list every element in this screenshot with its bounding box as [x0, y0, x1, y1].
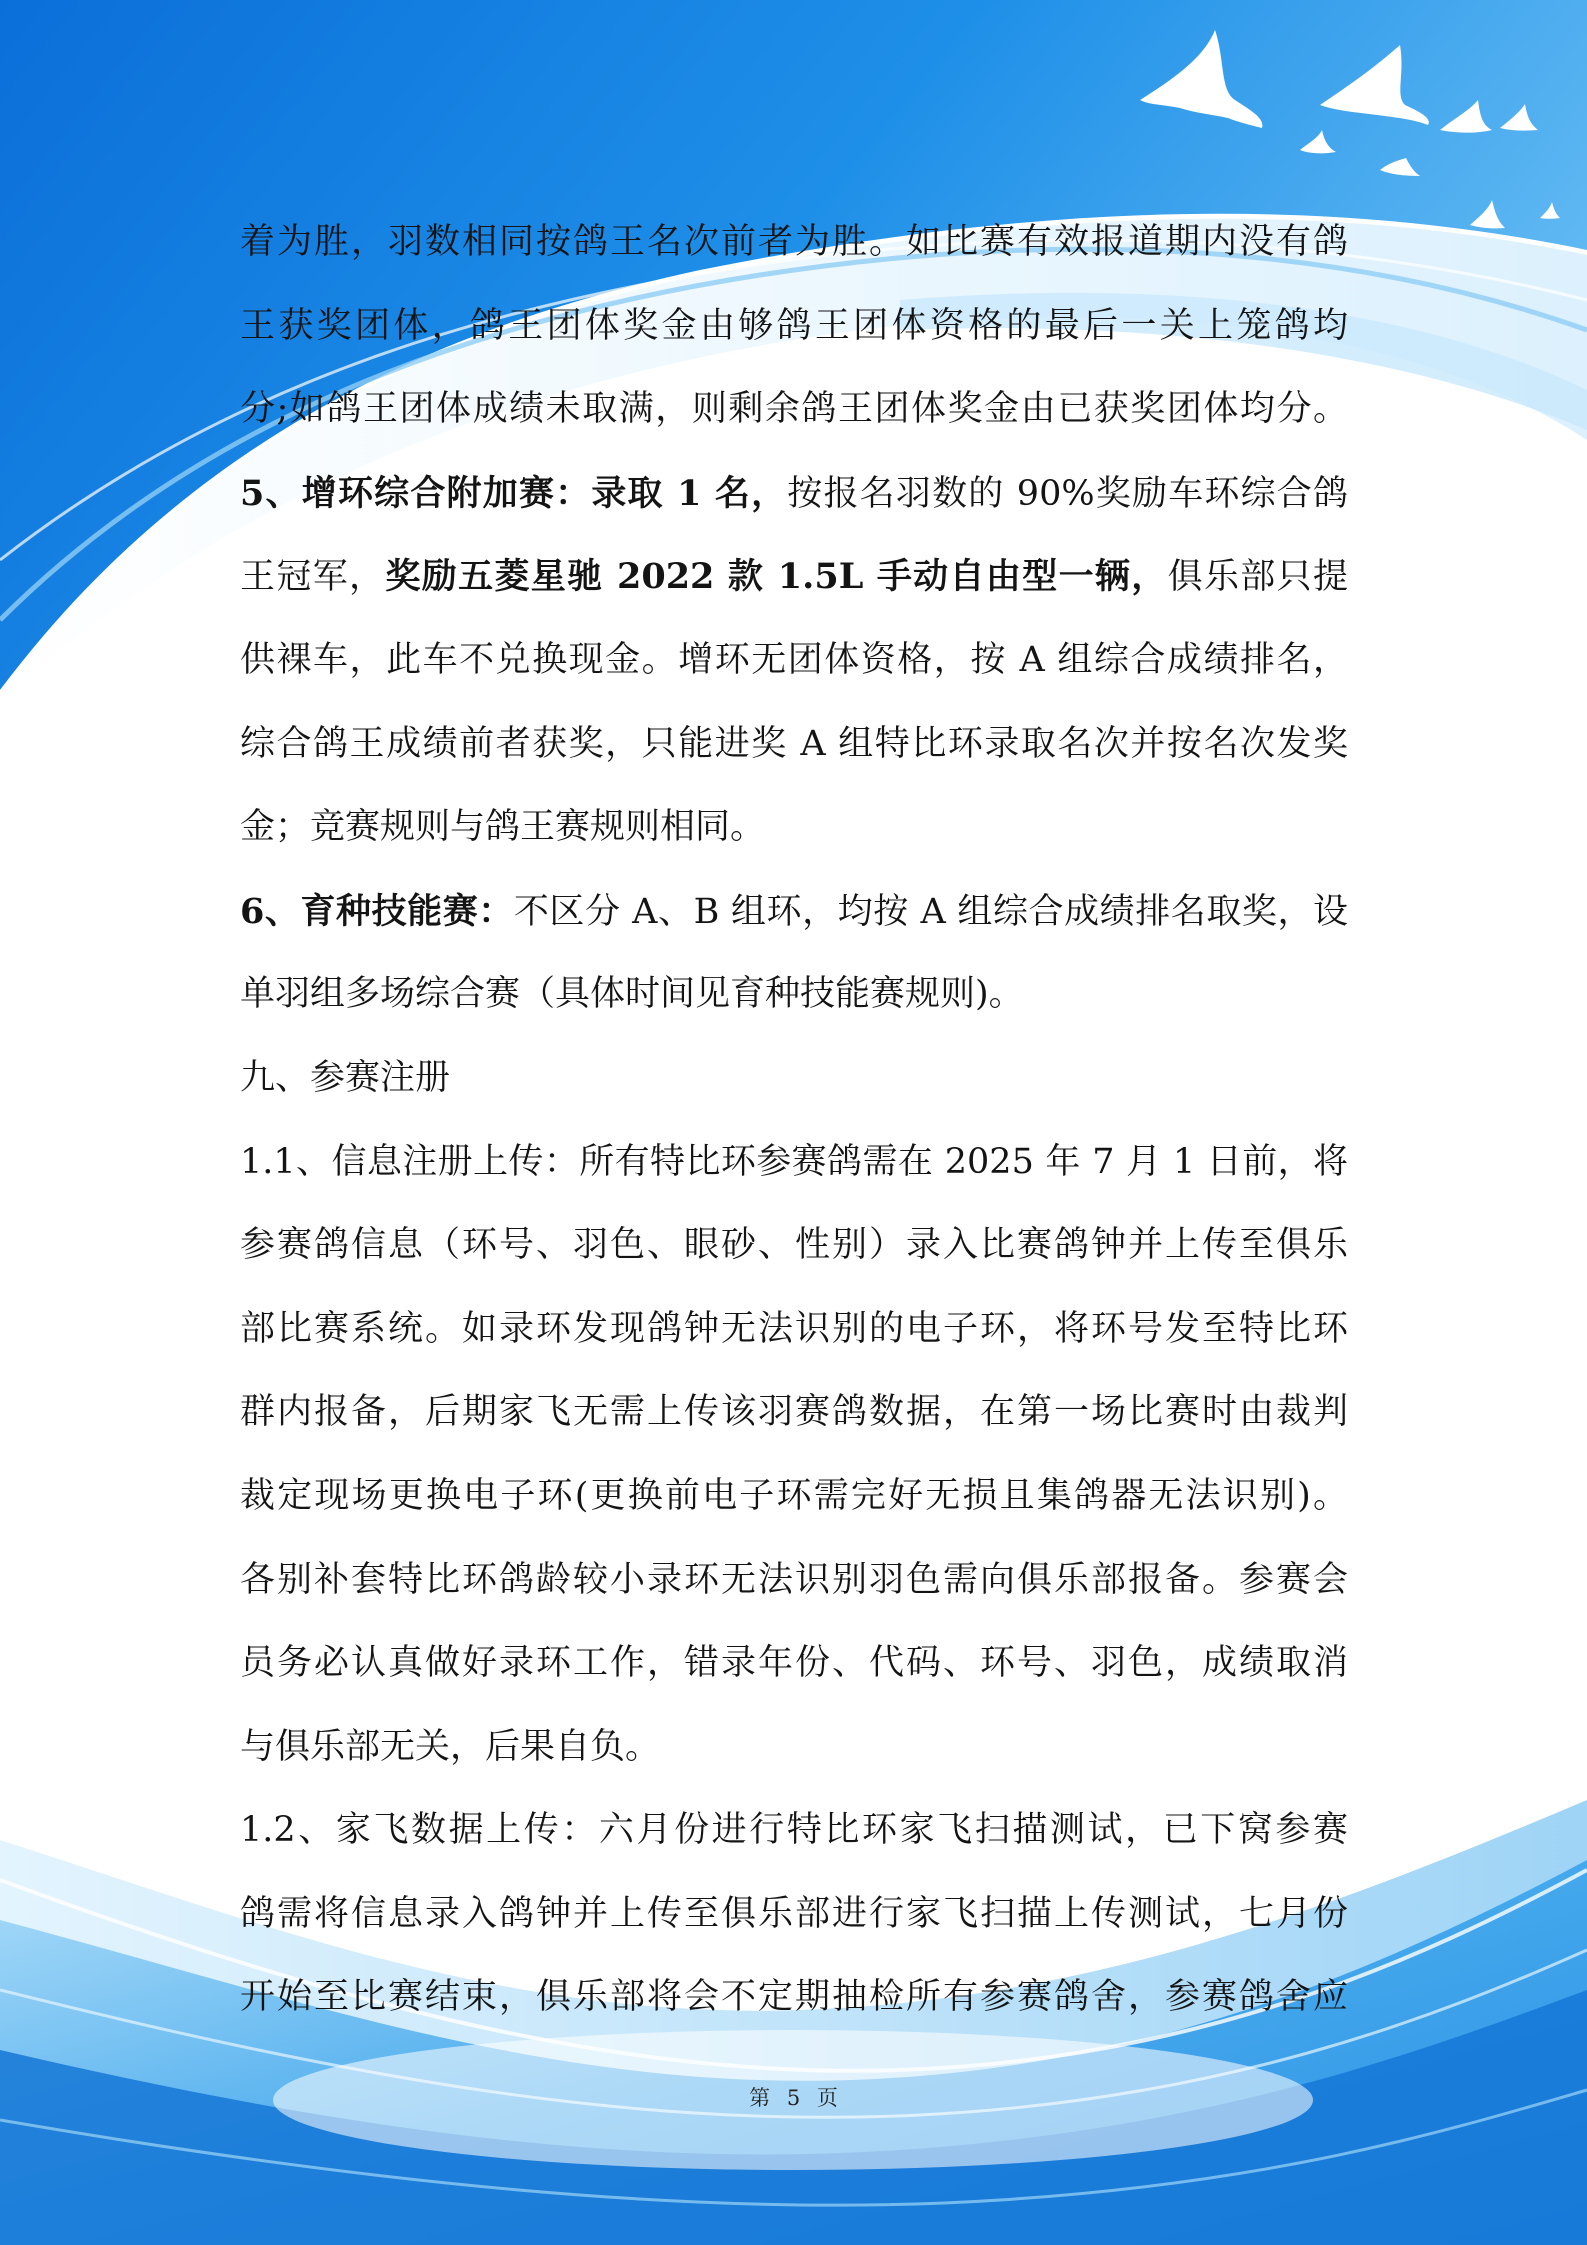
text-segment: 鸽需将信息录入鸽钟并上传至俱乐部进行家飞扫描上传测试，七月份 [240, 1893, 1348, 1934]
text-segment: 王获奖团体，鸽王团体奖金由够鸽王团体资格的最后一关上笼鸽均 [240, 305, 1348, 346]
text-line [240, 870, 1348, 954]
text-line [240, 1121, 1348, 1205]
text-line [240, 1706, 1348, 1790]
text-line [240, 619, 1348, 703]
text-segment: 开始至比赛结束，俱乐部将会不定期抽检所有参赛鸽舍，参赛鸽舍应 [240, 1977, 1348, 2018]
bold-text-segment: 5、增环综合附加赛：录取 1 名， [240, 472, 788, 514]
text-line [240, 1789, 1348, 1873]
text-line [240, 1956, 1348, 2040]
text-segment: 着为胜，羽数相同按鸽王名次前者为胜。如比赛有效报道期内没有鸽 [240, 222, 1348, 262]
text-segment: 综合鸽王成绩前者获奖，只能进奖 A 组特比环录取名次并按名次发奖 [240, 723, 1348, 764]
text-line [240, 953, 1348, 1037]
text-line [240, 285, 1348, 369]
text-line [240, 535, 1348, 619]
text-segment: 分;如鸽王团体成绩未取满，则剩余鸽王团体奖金由已获奖团体均分。 [240, 389, 1348, 430]
page-number-suffix: 页 [816, 2086, 838, 2110]
text-line [240, 368, 1348, 452]
text-segment: 单羽组多场综合赛（具体时间见育种技能赛规则)。 [240, 974, 1024, 1015]
text-segment: 按报名羽数的 90%奖励车环综合鸽 [787, 473, 1349, 514]
text-segment: 部比赛系统。如录环发现鸽钟无法识别的电子环，将环号发至特比环 [240, 1308, 1348, 1349]
text-line [240, 703, 1348, 787]
text-line [240, 1622, 1348, 1706]
text-segment: 供裸车，此车不兑换现金。增环无团体资格，按 A 组综合成绩排名， [240, 639, 1348, 680]
text-segment: 1.2、家飞数据上传：六月份进行特比环家飞扫描测试，已下窝参赛 [240, 1810, 1348, 1851]
text-segment: 俱乐部只提 [1167, 557, 1348, 598]
text-line [240, 452, 1348, 536]
text-line [240, 1539, 1348, 1623]
text-line [240, 201, 1348, 285]
text-segment: 与俱乐部无关，后果自负。 [240, 1726, 661, 1767]
text-line [240, 1288, 1348, 1372]
page-number: 5 [786, 2086, 801, 2110]
text-segment: 员务必认真做好录环工作，错录年份、代码、环号、羽色，成绩取消 [240, 1643, 1348, 1684]
text-line [240, 786, 1348, 870]
text-segment: 各别补套特比环鸽龄较小录环无法识别羽色需向俱乐部报备。参赛会 [240, 1559, 1348, 1600]
page-footer [0, 2082, 1587, 2112]
text-line [240, 1873, 1348, 1957]
text-segment: 王冠军， [240, 557, 386, 598]
text-segment: 1.1、信息注册上传：所有特比环参赛鸽需在 2025 年 7 月 1 日前，将 [240, 1141, 1348, 1182]
bold-text-segment: 6、育种技能赛： [240, 890, 514, 932]
page-number-prefix: 第 [749, 2086, 771, 2110]
text-segment: 群内报备，后期家飞无需上传该羽赛鸽数据，在第一场比赛时由裁判 [240, 1392, 1348, 1433]
text-segment: 裁定现场更换电子环(更换前电子环需完好无损且集鸽器无法识别)。 [240, 1475, 1348, 1516]
document-body [240, 201, 1348, 2040]
bold-text-segment: 奖励五菱星驰 2022 款 1.5L 手动自由型一辆， [385, 556, 1168, 598]
text-line [240, 1371, 1348, 1455]
text-line [240, 1037, 1348, 1121]
text-segment: 不区分 A、B 组环，均按 A 组综合成绩排名取奖，设 [513, 891, 1348, 932]
text-segment: 参赛鸽信息（环号、羽色、眼砂、性别）录入比赛鸽钟并上传至俱乐 [240, 1225, 1348, 1266]
text-segment: 九、参赛注册 [240, 1057, 451, 1098]
text-line [240, 1204, 1348, 1288]
text-line [240, 1455, 1348, 1539]
text-segment: 金；竞赛规则与鸽王赛规则相同。 [240, 807, 766, 848]
